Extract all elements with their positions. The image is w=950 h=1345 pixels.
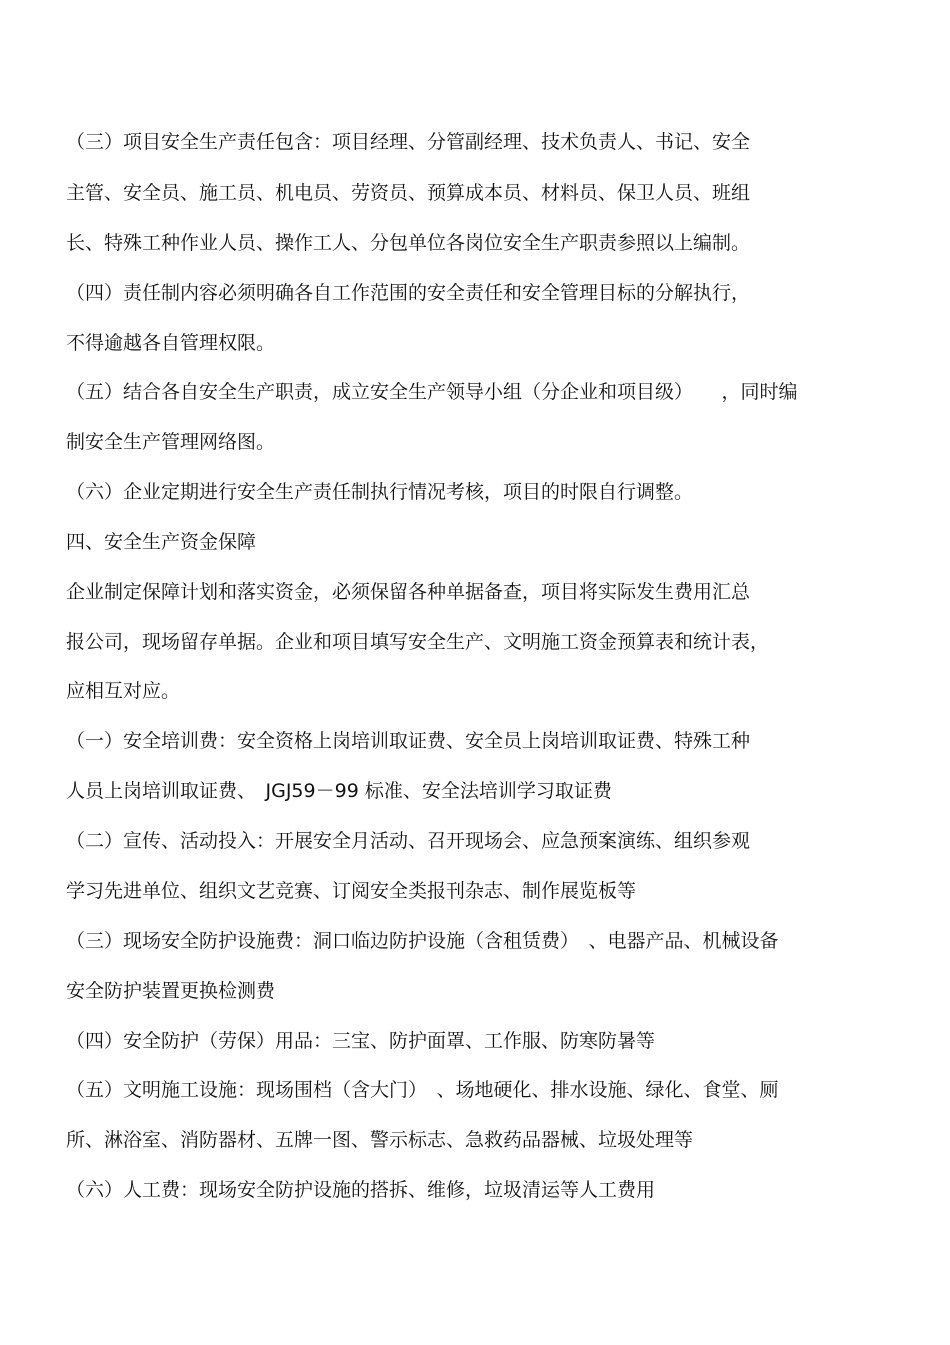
text-line: 人员上岗培训取证费、 JGJ59－99 标准、安全法培训学习取证费 — [66, 780, 612, 802]
text-line: 企业制定保障计划和落实资金，必须保留各种单据备查，项目将实际发生费用汇总 — [66, 581, 751, 603]
text-line: 所、淋浴室、消防器材、五牌一图、警示标志、急救药品器械、垃圾处理等 — [66, 1129, 694, 1151]
text-line: 学习先进单位、组织文艺竞赛、订阅安全类报刊杂志、制作展览板等 — [66, 880, 637, 902]
text-line: （四）责任制内容必须明确各自工作范围的安全责任和安全管理目标的分解执行， — [66, 282, 751, 304]
text-line: 不得逾越各自管理权限。 — [66, 332, 276, 354]
text-line: 报公司，现场留存单据。企业和项目填写安全生产、文明施工资金预算表和统计表， — [66, 631, 770, 653]
text-line: （六）人工费：现场安全防护设施的搭拆、维修，垃圾清运等人工费用 — [66, 1179, 656, 1201]
text-line: 长、特殊工种作业人员、操作工人、分包单位各岗位安全生产职责参照以上编制。 — [66, 232, 751, 254]
section-heading: 四、安全生产资金保障 — [66, 531, 257, 553]
text-line: （六）企业定期进行安全生产责任制执行情况考核，项目的时限自行调整。 — [66, 481, 694, 503]
text-line: （三）项目安全生产责任包含：项目经理、分管副经理、技术负责人、书记、安全 — [66, 131, 751, 153]
text-line: （一）安全培训费：安全资格上岗培训取证费、安全员上岗培训取证费、特殊工种 — [66, 730, 751, 752]
text-line: （二）宣传、活动投入：开展安全月活动、召开现场会、应急预案演练、组织参观 — [66, 830, 751, 852]
text-line: 主管、安全员、施工员、机电员、劳资员、预算成本员、材料员、保卫人员、班组 — [66, 182, 751, 204]
text-line: （三）现场安全防护设施费：洞口临边防护设施（含租赁费） 、电器产品、机械设备 — [66, 930, 779, 952]
text-line: 制安全生产管理网络图。 — [66, 431, 276, 453]
text-line: （五）结合各自安全生产职责，成立安全生产领导小组（分企业和项目级） ，同时编 — [66, 381, 798, 403]
text-line: 安全防护装置更换检测费 — [66, 980, 276, 1002]
text-line: （五）文明施工设施：现场围档（含大门） 、场地硬化、排水设施、绿化、食堂、厕 — [66, 1079, 779, 1101]
text-line: （四）安全防护（劳保）用品：三宝、防护面罩、工作服、防寒防暑等 — [66, 1030, 656, 1052]
text-line: 应相互对应。 — [66, 680, 181, 702]
